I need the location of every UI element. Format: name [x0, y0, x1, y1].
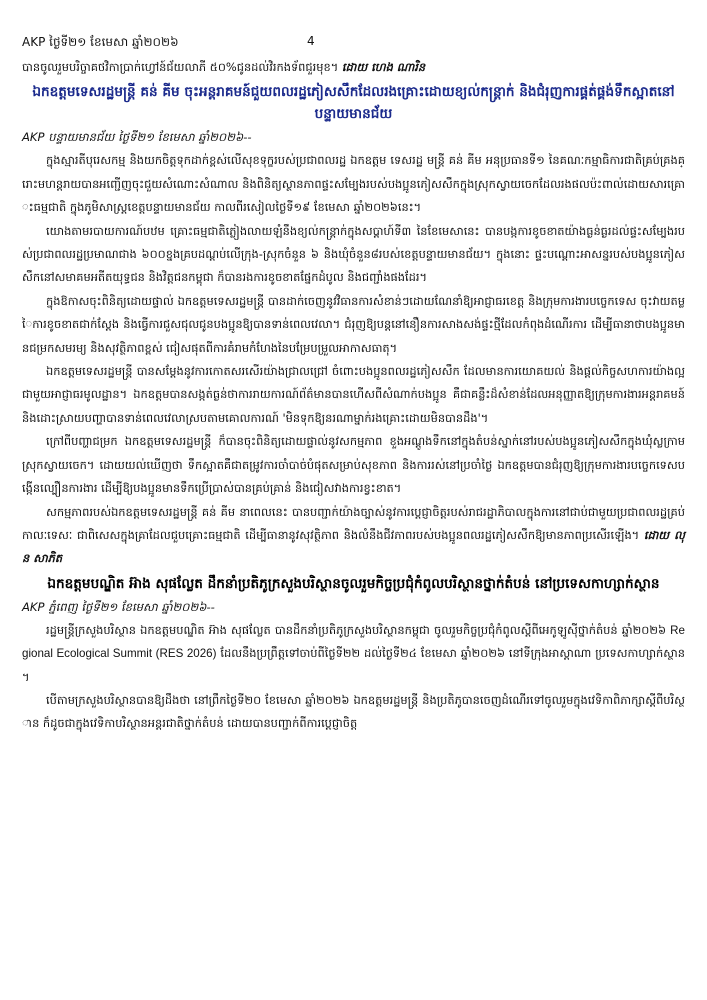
article2-paragraph-1	[22, 619, 685, 689]
article1-dateline: AKP បន្ទាយមានជ័យ ថ្ងៃទី២១ ខែមេសា ឆ្នាំ២០២៦--	[22, 130, 252, 145]
lead-paragraph	[22, 56, 685, 79]
article2-paragraph-2: បើតាមក្រសួងបរិស្ថានបានឱ្យដឹងថា នៅព្រឹកថ្ងៃទី២០ ខែមេសា ឆ្នាំ២០២៦ ឯកឧត្តមរដ្ឋមន្ត្រី និងប្រតិភូបានចេញដំណើរទៅចូលរួមក្នុងវេទិកាពិភាក្សាស្តីពីបរិស្ថាន ក៏ដូចជាក្នុងវេទិកាបរិស្ថានអន្តរជាតិថ្នាក់តំបន់ ដោយបានបញ្ជាក់ពីការប្តេជ្ញាចិត្ត	[22, 692, 685, 731]
article1-paragraph-4: ឯកឧត្តមទេសរដ្ឋមន្ត្រី បានសម្តែងនូវការកោតសរសើរយ៉ាងជ្រាលជ្រៅ ចំពោះបងប្អូនពលរដ្ឋភៀសសឹក ដែលមានការយោគយល់ និងផ្តល់កិច្ចសហការយ៉ាងល្អជាមួយអាជ្ញាធរមូលដ្ឋាន។ ឯកឧត្តមបានសង្កត់ធ្ងន់ថាការរាយការណ៍ព័ត៌មានបានហើសពីសំណាក់បងប្អូន គឺជាគន្លឹះដ៏សំខាន់ដែលអនុញ្ញាតឱ្យក្រុមការងារអន្តរាគមន៍ និងដោះស្រាយបញ្ហាបានទាន់ពេលវេលាស្របតាមគោលការណ៍ 'មិនទុកឱ្យនរណាម្នាក់រងគ្រោះដោយមិនបានដឹង'។	[22, 364, 685, 425]
header-source-date: AKP ថ្ងៃទី២១ ខែមេសា ឆ្នាំ២០២៦	[22, 35, 179, 49]
article1-paragraph-5: ក្រៅពីបញ្ហាជម្រក ឯកឧត្តមទេសរដ្ឋមន្ត្រី ក៏បានចុះពិនិត្យដោយផ្ទាល់នូវសកម្មភាព ខួងអណ្តូងទឹកនៅក្នុងតំបន់ស្នាក់នៅរបស់បងប្អូនភៀសសឹកក្នុងឃុំស្លក្រាម ស្រុកស្វាយចេក។ ដោយយល់ឃើញថា ទឹកស្អាតគឺជាតម្រូវការចាំបាច់បំផុតសម្រាប់សុខភាព និងការរស់នៅប្រចាំថ្ងៃ ឯកឧត្តមបានជំរុញឱ្យក្រុមការងារបច្ចេកទេសបង្កើនល្បឿនការងារ ដើម្បីឱ្យបងប្អូនមានទឹកប្រើប្រាស់បានគ្រប់គ្រាន់ និងជៀសវាងការខ្វះខាត។	[22, 434, 685, 496]
article2-title: ឯកឧត្តមបណ្ឌិត អ៊ាង សុផល្លែត ដឹកនាំប្រតិភូក្រសួងបរិស្ថានចូលរួមកិច្ចប្រជុំកំពូលបរិស្ថានថ្នាក់តំបន់ នៅប្រទេសកាហ្សាក់ស្ថាន	[47, 575, 660, 592]
article2-paragraph-1-a: រដ្ឋមន្ត្រីក្រសួងបរិស្ថាន ឯកឧត្តមបណ្ឌិត អ៊ាង សុផល្លែត បានដឹកនាំប្រតិភូក្រសួងបរិស្ថានកម្ពុជា ចូលរួមកិច្ចប្រជុំកំពូលស្តីពីអេកូឡូស៊ីថ្នាក់តំបន់ ឆ្នាំ២០២៦	[46, 622, 671, 637]
article2-summit-name: Regional Ecological Summit (RES 2026)	[22, 623, 685, 661]
lead-text: បានចូលរួមបរិច្ចាគថវិកាប្រាក់ហ្វៅន៍ជ័យលាភី ៥០%ជូនដល់វិរកងទ័ពជួរមុខ។	[22, 60, 339, 74]
article1-title: ឯកឧត្តមទេសរដ្ឋមន្ត្រី គន់ គីម ចុះអន្តរាគមន៍ជួយពលរដ្ឋភៀសសឹកដែលរងគ្រោះដោយខ្យល់កន្ត្រាក់ និងជំរុញការផ្គត់ផ្គង់ទឹកស្អាតនៅបន្ទាយមានជ័យ	[32, 84, 675, 123]
page-number: 4	[307, 34, 315, 48]
lead-byline: ដោយ ហេង ណារិន	[341, 60, 426, 74]
article1-paragraph-6-text: សកម្មភាពរបស់ឯកឧត្តមទេសរដ្ឋមន្ត្រី គន់ គីម នាពេលនេះ បានបញ្ជាក់យ៉ាងច្បាស់នូវការប្តេជ្ញាចិត្តរបស់រាជរដ្ឋាភិបាលក្នុងការនៅជាប់ជាមួយប្រជាពលរដ្ឋគ្រប់កាលៈទេសៈ ជាពិសេសក្នុងគ្រាដែលជួបគ្រោះធម្មជាតិ ដើម្បីធានានូវសុវត្ថិភាព និងលំនឹងជីវភាពរបស់បងប្អូនពលរដ្ឋភៀសសឹកឱ្យមានភាពប្រសើរឡើង។	[22, 504, 685, 542]
article1-paragraph-6	[22, 501, 685, 571]
page-header	[22, 34, 685, 56]
article1-paragraph-1: ក្នុងស្មារតីបុរេសកម្ម និងយកចិត្តទុកដាក់ខ្ពស់លើសុខទុក្ខរបស់ប្រជាពលរដ្ឋ ឯកឧត្តម ទេសរដ្ឋ មន្ត្រី គន់ គីម អនុប្រធានទី១ នៃគណៈកម្មាធិការជាតិគ្រប់គ្រងគ្រោះមហន្តរាយបានអញ្ជើញចុះជួយសំណោះសំណាល និងពិនិត្យស្ថានភាពផ្ទះសម្បែងរបស់បងប្អូនភៀសសឹកក្នុងស្រុកស្វាយចេកដែលរងផលប៉ះពាល់ដោយសារគ្រោះធម្មជាតិ ក្នុងភូមិសាស្ត្រខេត្តបន្ទាយមានជ័យ កាលពីរសៀលថ្ងៃទី១៩ ខែមេសា ឆ្នាំ២០២៦នេះ។	[22, 153, 685, 215]
article1-byline: ដោយ លុន សាភិត	[22, 527, 685, 566]
article2-paragraph-1-b: ដែលនឹងប្រព្រឹត្តទៅចាប់ពីថ្ងៃទី២២ ដល់ថ្ងៃទី២៤ ខែមេសា ឆ្នាំ២០២៦ នៅទីក្រុងអាស្តាណា ប្រទេសកាហ្សាក់ស្ថាន។	[22, 646, 685, 684]
article1-paragraph-3: ក្នុងឱកាសចុះពិនិត្យដោយផ្ទាល់ ឯកឧត្តមទេសរដ្ឋមន្ត្រី បានដាក់ចេញនូវវិធានការសំខាន់ៗដោយណែនាំឱ្យអាជ្ញាធរខេត្ត និងក្រុមការងារបច្ចេកទេស ចុះវាយតម្លៃការខូចខាតជាក់ស្តែង និងធ្វើការជួសជុលជូនបងប្អូនឱ្យបានទាន់ពេលវេលា។ ជំរុញឱ្យបន្តនៅនឿនការសាងសង់ផ្ទះថ្មីដែលកំពុងដំណើរការ ដើម្បីធានាថាបងប្អូនមានជម្រកសមរម្យ និងសុវត្ថិភាពខ្ពស់ ជៀសផុតពីការគំរាមកំហែងនៃបម្រែបម្រួលអាកាសធាតុ។	[22, 293, 685, 355]
article2-dateline: AKP ភ្នំពេញ ថ្ងៃទី២១ ខែមេសា ឆ្នាំ២០២៦--	[22, 599, 215, 614]
article1-paragraph-2: យោងតាមរបាយការណ៍បឋម គ្រោះធម្មជាតិភ្លៀងលាយឡំនឹងខ្យល់កន្ត្រាក់ក្នុងសប្តាហ៍ទី៣ នៃខែមេសានេះ បានបង្កការខូចខាតយ៉ាងធ្ងន់ធ្ងរដល់ផ្ទះសម្បែងរបស់ប្រជាពលរដ្ឋប្រមាណជាង ៦០០ខ្នងគ្របដណ្តប់លើក្រុង-ស្រុកចំនួន ៦ និងឃុំចំនួន៨របស់ខេត្តបន្ទាយមានជ័យ។ ក្នុងនោះ ផ្ទះបណ្តោះអាសន្នរបស់បងប្អូនភៀសសឹកនៅសមាគមអតីតយុទ្ធជន និងវិត្តជនកម្ពុជា ក៏បានរងការខូចខាតផ្នែកដំបូល និងជញ្ជាំងផងដែរ។	[22, 223, 685, 285]
